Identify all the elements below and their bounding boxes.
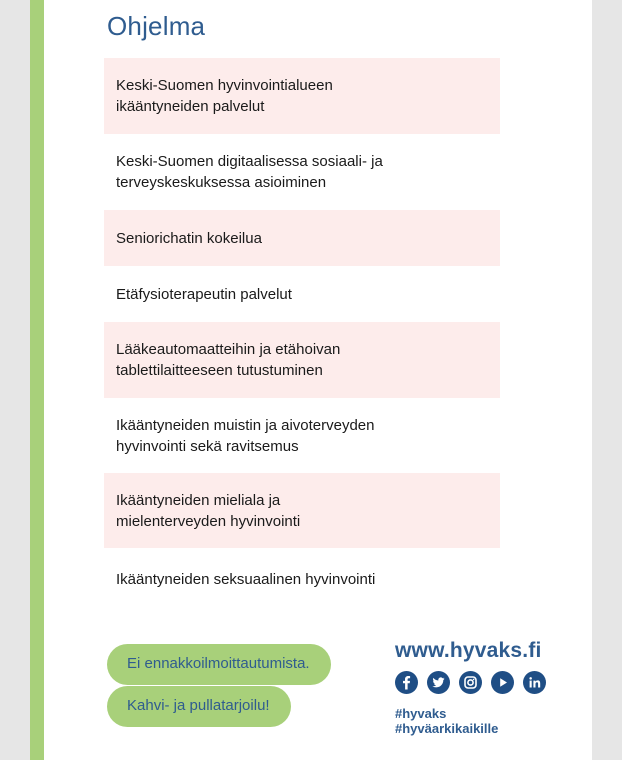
program-item: Keski-Suomen digitaalisessa sosiaali- ja terveyskeskuksessa asioiminen bbox=[116, 153, 383, 191]
program-item: Lääkeautomaatteihin ja etähoivan tablettilaitteeseen tutustuminen bbox=[104, 322, 500, 398]
program-title: Ohjelma bbox=[107, 11, 206, 41]
hashtag[interactable]: #hyvaks bbox=[395, 706, 447, 721]
website-link[interactable]: www.hyvaks.fi bbox=[395, 639, 542, 662]
green-side-bar bbox=[30, 0, 44, 760]
youtube-icon[interactable] bbox=[491, 671, 514, 694]
registration-note: Ei ennakkoilmoittautumista. bbox=[107, 644, 331, 685]
linkedin-icon[interactable] bbox=[523, 671, 546, 694]
program-item: Ikääntyneiden muistin ja aivoterveyden hyvinvointi sekä ravitsemus bbox=[116, 416, 375, 455]
hashtags bbox=[395, 706, 555, 736]
program-item: Seniorichatin kokeilua bbox=[104, 210, 500, 266]
program-item: Etäfysioterapeutin palvelut bbox=[116, 285, 292, 303]
hashtag[interactable]: #hyväarkikaikille bbox=[395, 721, 499, 736]
program-item: Ikääntyneiden mieliala ja mielenterveyden hyvinvointi bbox=[104, 473, 500, 548]
instagram-icon[interactable] bbox=[459, 671, 482, 694]
info-pills bbox=[107, 644, 331, 727]
social-icons bbox=[395, 671, 555, 694]
refreshments-note: Kahvi- ja pullatarjoilu! bbox=[107, 686, 291, 727]
contact-block bbox=[395, 637, 555, 736]
program-list bbox=[104, 58, 500, 610]
program-item: Keski-Suomen hyvinvointialueen ikääntyneiden palvelut bbox=[104, 58, 500, 134]
twitter-icon[interactable] bbox=[427, 671, 450, 694]
facebook-icon[interactable] bbox=[395, 671, 418, 694]
program-item: Ikääntyneiden seksuaalinen hyvinvointi bbox=[116, 570, 376, 588]
